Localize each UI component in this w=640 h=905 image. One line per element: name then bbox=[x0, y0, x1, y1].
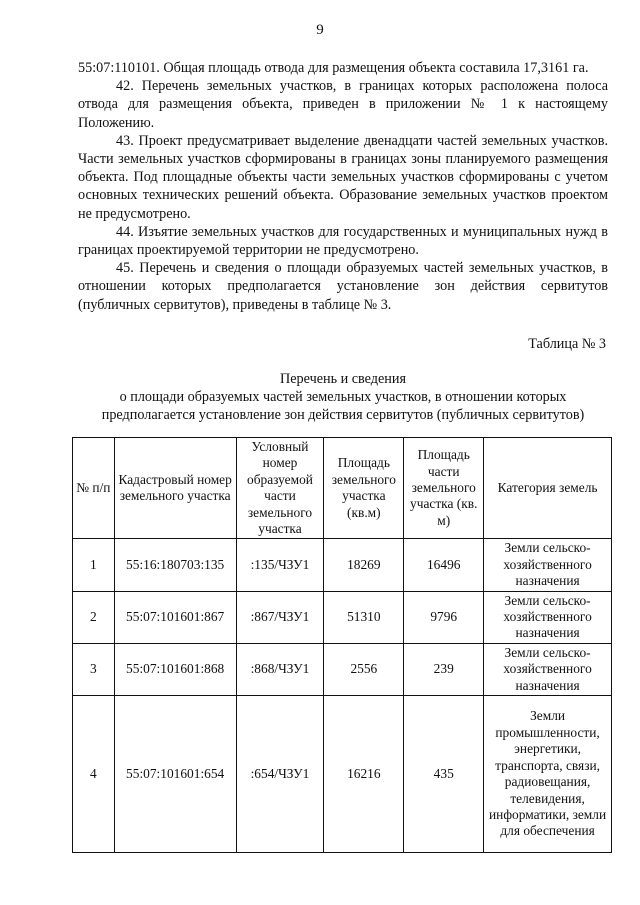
cell-conditional-number: :135/ЧЗУ1 bbox=[236, 539, 324, 591]
header-plot-area: Площадь земельного участка (кв.м) bbox=[324, 438, 404, 539]
cell-cadastral-number: 55:07:101601:654 bbox=[114, 696, 236, 853]
table-title-line-2: о площади образуемых частей земельных участков, в отношении которых bbox=[119, 389, 567, 405]
cell-plot-area: 2556 bbox=[324, 643, 404, 695]
header-cadastral-number: Кадастровый номер земельного участка bbox=[114, 438, 236, 539]
paragraph-45: 45. Перечень и сведения о площади образуемых частей земельных участков, в отношении которых предполагается установление зон действия сервитутов (публичных сервитутов), приведены в таблице № 3. bbox=[78, 260, 608, 313]
table-row bbox=[73, 591, 612, 643]
cell-land-category: Земли промышленности, энергетики, транспорта, связи, радиовещания, телевидения, информатики, земли для обеспечения bbox=[484, 696, 612, 853]
cell-cadastral-number: 55:07:101601:867 bbox=[114, 591, 236, 643]
paragraph-42: 42. Перечень земельных участков, в границах которых расположена полоса отвода для размещения объекта, приведен в приложении № 1 к настоящему Положению. bbox=[78, 78, 608, 131]
table-header-row bbox=[73, 438, 612, 539]
cell-number: 4 bbox=[73, 696, 115, 853]
cell-land-category: Земли сельско-хозяйственного назначения bbox=[484, 591, 612, 643]
table-title-line-1: Перечень и сведения bbox=[279, 371, 406, 387]
cell-part-area: 435 bbox=[404, 696, 484, 853]
paragraph-44: 44. Изъятие земельных участков для государственных и муниципальных нужд в границах проектируемой территории не предусмотрено. bbox=[78, 223, 608, 259]
table-title bbox=[78, 370, 608, 424]
cell-number: 3 bbox=[73, 643, 115, 695]
servitude-table bbox=[72, 437, 612, 853]
header-land-category: Категория земель bbox=[484, 438, 612, 539]
header-conditional-number: Условный номер образуемой части земельного участка bbox=[236, 438, 324, 539]
paragraph-43: 43. Проект предусматривает выделение двенадцати частей земельных участков. Части земельных участков сформированы в границах зоны планируемого размещения объекта. Под площадные объекты части земельных участков сформированы с учетом основных технических решений объекта. Образование земельных участков проектом не предусмотрено. bbox=[78, 132, 608, 222]
table-row bbox=[73, 643, 612, 695]
cell-part-area: 9796 bbox=[404, 591, 484, 643]
table-title-line-3: предполагается установление зон действия сервитутов (публичных сервитутов) bbox=[101, 407, 585, 423]
cell-cadastral-number: 55:16:180703:135 bbox=[114, 539, 236, 591]
cell-number: 1 bbox=[73, 539, 115, 591]
cell-cadastral-number: 55:07:101601:868 bbox=[114, 643, 236, 695]
body-text bbox=[78, 59, 608, 314]
cell-plot-area: 51310 bbox=[324, 591, 404, 643]
paragraph-continuation: 55:07:110101. Общая площадь отвода для размещения объекта составила 17,3161 га. bbox=[78, 60, 589, 76]
cell-conditional-number: :654/ЧЗУ1 bbox=[236, 696, 324, 853]
table-caption: Таблица № 3 bbox=[528, 336, 606, 352]
cell-part-area: 239 bbox=[404, 643, 484, 695]
cell-land-category: Земли сельско-хозяйственного назначения bbox=[484, 539, 612, 591]
cell-conditional-number: :867/ЧЗУ1 bbox=[236, 591, 324, 643]
header-part-area: Площадь части земельного участка (кв. м) bbox=[404, 438, 484, 539]
header-number: № п/п bbox=[73, 438, 115, 539]
table-row bbox=[73, 696, 612, 853]
cell-number: 2 bbox=[73, 591, 115, 643]
cell-part-area: 16496 bbox=[404, 539, 484, 591]
table-row bbox=[73, 539, 612, 591]
cell-land-category: Земли сельско-хозяйственного назначения bbox=[484, 643, 612, 695]
page-number: 9 bbox=[316, 22, 324, 38]
cell-conditional-number: :868/ЧЗУ1 bbox=[236, 643, 324, 695]
cell-plot-area: 18269 bbox=[324, 539, 404, 591]
cell-plot-area: 16216 bbox=[324, 696, 404, 853]
